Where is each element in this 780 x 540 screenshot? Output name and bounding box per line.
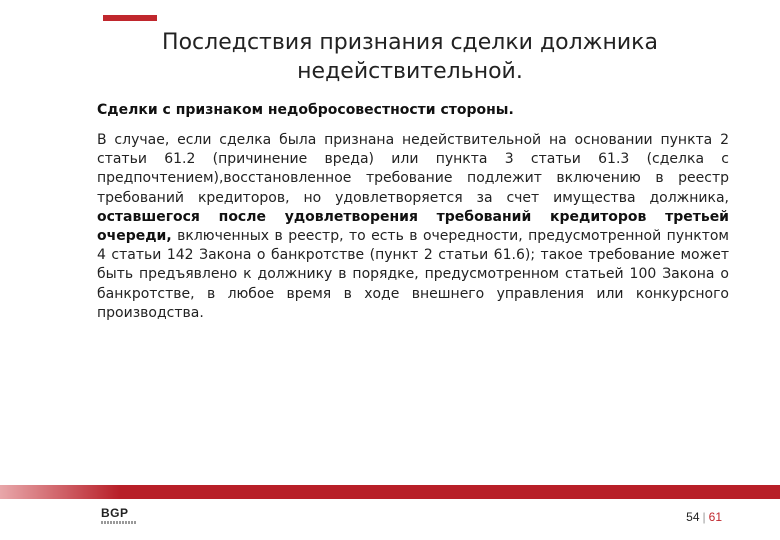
body-paragraph [97, 131, 729, 323]
body-text-bold: оставшегося после удовлетворения требований кредиторов третьей очереди, [97, 208, 729, 245]
body-text-part2: включенных в реестр, то есть в очередности, предусмотренной пунктом 4 статьи 142 Закона о банкротстве (пункт 2 статьи 61.6); такое требование может быть предъявлено к должнику в порядке, предусмотренном статьей 100 Закона о банкротстве, в любое время в ходе внешнего управления или конкурсного производства. [97, 228, 729, 321]
logo-subline [101, 521, 137, 524]
page-number [686, 510, 722, 524]
page-current: 54 [686, 510, 700, 524]
slide-title: Последствия признания сделки должника недействительной. [162, 30, 658, 84]
page-total: 61 [708, 510, 722, 524]
logo-text: BGP [101, 506, 129, 520]
page-separator: | [702, 510, 706, 524]
body-text-part1: В случае, если сделка была признана недействительной на основании пункта 2 статьи 61.2 (причинение вреда) или пункта 3 статьи 61.3 (сделка с предпочтением),восстановленное требование подлежит включению в реестр требований кредиторов, но удовлетворяется за счет имущества должника, [97, 132, 729, 206]
company-logo [101, 506, 141, 528]
footer-band [0, 485, 780, 499]
title-accent-bar [103, 15, 157, 21]
footer-band-fade [0, 485, 120, 499]
section-subheading: Сделки с признаком недобросовестности стороны. [97, 102, 514, 118]
